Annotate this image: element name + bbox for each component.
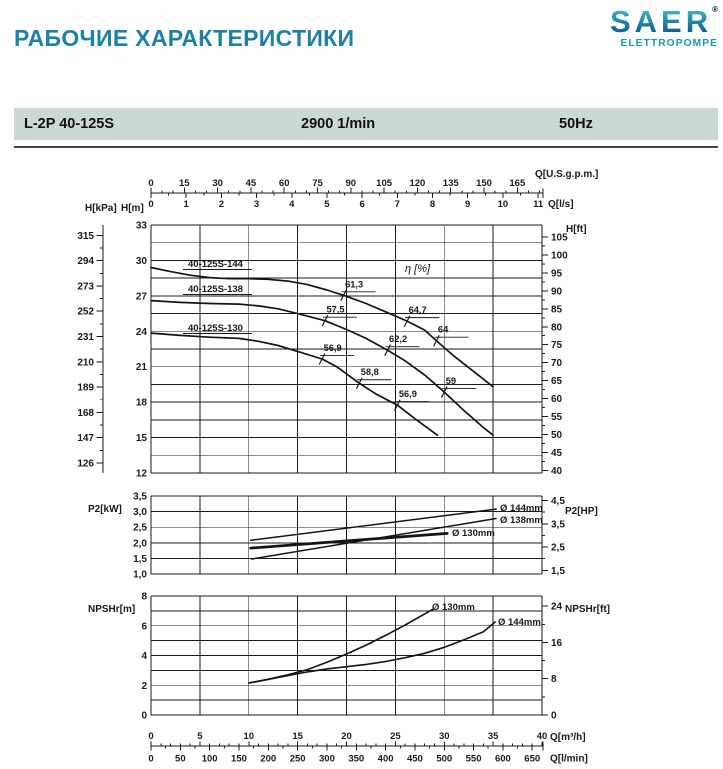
tick-label: 40 [536,731,548,742]
diameter-label: Ø 144mm [498,617,541,628]
tick-label: 8 [141,591,147,603]
tick-label: 168 [77,407,94,419]
tick-label: 105 [376,178,393,189]
tick-label: 65 [551,376,563,388]
tick-label: 0 [148,731,154,742]
efficiency-value: 58,8 [360,367,379,378]
pump-frequency: 50Hz [559,116,593,132]
p2-line-Ø 130mm [251,533,448,548]
tick-label: 100 [201,753,218,765]
tick-label: 5 [324,199,330,210]
tick-label: 2,5 [133,522,147,534]
npshm-axis-unit: NPSHr[m] [88,604,136,615]
efficiency-value: 61,3 [345,279,364,290]
tick-label: 4 [289,199,295,210]
tick-label: 45 [245,178,257,189]
tick-label: 5 [197,731,203,742]
tick-label: 1 [183,199,189,210]
tick-label: 70 [551,358,563,370]
tick-label: 400 [377,753,394,765]
tick-label: 15 [179,178,190,189]
logo-brand: SAER® [609,4,718,39]
tick-label: 11 [533,199,544,210]
tick-label: 8 [551,674,557,686]
tick-label: 273 [77,281,94,293]
p2kw-axis-unit: P2[kW] [88,504,122,515]
tick-label: 252 [77,306,94,318]
tick-label: 21 [135,362,147,374]
tick-label: 315 [77,230,94,242]
diameter-label: Ø 144mm [500,503,543,514]
tick-label: 0 [551,710,557,722]
curve-label: 40-125S-130 [188,323,243,334]
qlmin-axis-unit: Q[l/min] [550,753,588,765]
diameter-label: Ø 130mm [432,602,475,613]
tick-label: 2 [141,680,147,692]
tick-label: 75 [312,178,323,189]
qm3h-axis-unit: Q[m³/h] [550,732,586,743]
tick-label: 0 [148,753,154,765]
logo-subtitle: ELETTROPOMPE [620,38,718,49]
tick-label: 1,5 [133,553,147,565]
tick-label: 294 [77,256,94,268]
tick-label: 90 [345,178,357,189]
tick-label: 15 [292,731,303,742]
tick-label: 6 [359,199,365,210]
tick-label: 27 [135,291,147,303]
tick-label: 1,5 [551,565,565,577]
gpm-axis-unit: Q[U.S.g.p.m.] [535,169,599,180]
tick-label: 126 [77,458,94,470]
curve-label: 40-125S-138 [188,284,243,295]
npsh-chart [88,592,610,722]
tick-label: 105 [551,232,568,244]
tick-label: 75 [551,340,563,352]
tick-label: 24 [135,326,147,338]
tick-label: 250 [289,753,306,765]
ft-axis-unit: H[ft] [566,224,587,235]
ls-axis-unit: Q[l/s] [548,199,574,210]
tick-label: 16 [551,637,563,649]
tick-label: 2 [218,199,225,210]
tick-label: 25 [390,731,401,742]
hm-axis-unit: H[m] [121,203,144,214]
tick-label: 150 [476,178,492,189]
tick-label: 10 [497,199,509,210]
tick-label: 1,0 [133,569,147,581]
tick-label: 45 [551,448,563,460]
tick-label: 55 [551,412,563,424]
npsh-curve-Ø 130mm [249,609,433,683]
tick-label: 550 [465,753,482,765]
tick-label: 7 [394,199,400,210]
efficiency-value: 56,9 [398,389,417,400]
tick-label: 85 [551,304,563,316]
tick-label: 150 [231,753,247,765]
tick-label: 0 [141,710,147,722]
tick-label: 210 [77,357,94,369]
tick-label: 450 [406,753,423,765]
efficiency-value: 56,9 [323,343,342,354]
tick-label: 18 [135,397,147,409]
tick-label: 35 [487,731,499,742]
tick-label: 4 [141,651,147,662]
tick-label: 33 [135,220,147,232]
tick-label: 60 [278,178,290,189]
tick-label: 0 [148,178,154,189]
tick-label: 120 [409,178,426,189]
registered-mark: ® [712,5,718,14]
tick-label: 300 [319,753,335,765]
tick-label: 24 [551,601,563,613]
top-flow-axes [148,169,598,210]
hq-chart [77,203,586,480]
diameter-label: Ø 138mm [500,515,543,526]
tick-label: 350 [348,753,365,765]
efficiency-value: 62,2 [389,334,408,345]
tick-label: 30 [212,178,223,189]
pump-model: L-2P 40-125S [24,116,115,132]
tick-label: 95 [551,268,563,280]
npshft-axis-unit: NPSHr[ft] [565,604,610,615]
tick-label: 15 [135,433,147,445]
tick-label: 4,5 [551,496,565,508]
p2hp-axis-unit: P2[HP] [565,506,598,517]
tick-label: 90 [551,286,563,298]
bottom-flow-axes [148,731,587,765]
tick-label: 40 [551,466,563,478]
tick-label: 3,5 [551,519,565,531]
efficiency-value: 64,7 [408,305,427,316]
tick-label: 135 [442,178,459,189]
efficiency-value: 57,5 [326,304,345,315]
tick-label: 231 [77,332,94,344]
npsh-curve-Ø 144mm [249,622,495,683]
tick-label: 30 [135,255,147,267]
efficiency-value: 64 [437,324,449,335]
tick-label: 9 [465,199,471,210]
tick-label: 2,5 [551,542,565,554]
tick-label: 10 [243,731,255,742]
p2-chart [88,492,598,581]
tick-label: 3 [253,199,260,210]
tick-label: 650 [524,753,541,765]
tick-label: 6 [141,621,147,633]
tick-label: 147 [77,433,94,445]
diameter-label: Ø 130mm [452,528,495,539]
tick-label: 8 [429,199,436,210]
tick-label: 3,0 [133,507,147,519]
tick-label: 50 [175,753,186,765]
kpa-axis-unit: H[kPa] [85,203,117,214]
tick-label: 200 [260,753,277,765]
tick-label: 60 [551,394,563,406]
pump-speed: 2900 1/min [301,116,376,132]
tick-label: 0 [148,199,154,210]
curve-40-125S-138 [151,301,493,436]
tick-label: 80 [551,322,563,334]
tick-label: 12 [135,468,147,480]
tick-label: 20 [341,731,352,742]
page-title: РАБОЧИЕ ХАРАКТЕРИСТИКИ [14,25,355,51]
tick-label: 165 [509,178,526,189]
curve-label: 40-125S-144 [188,259,243,270]
efficiency-value: 59 [445,376,457,387]
tick-label: 100 [551,250,568,262]
tick-label: 189 [77,382,94,394]
tick-label: 30 [438,731,450,742]
tick-label: 2,0 [133,538,147,550]
tick-label: 600 [494,753,511,765]
tick-label: 3,5 [133,491,147,503]
tick-label: 500 [436,753,453,765]
tick-label: 50 [551,430,563,442]
eta-label: η [%] [405,263,431,275]
